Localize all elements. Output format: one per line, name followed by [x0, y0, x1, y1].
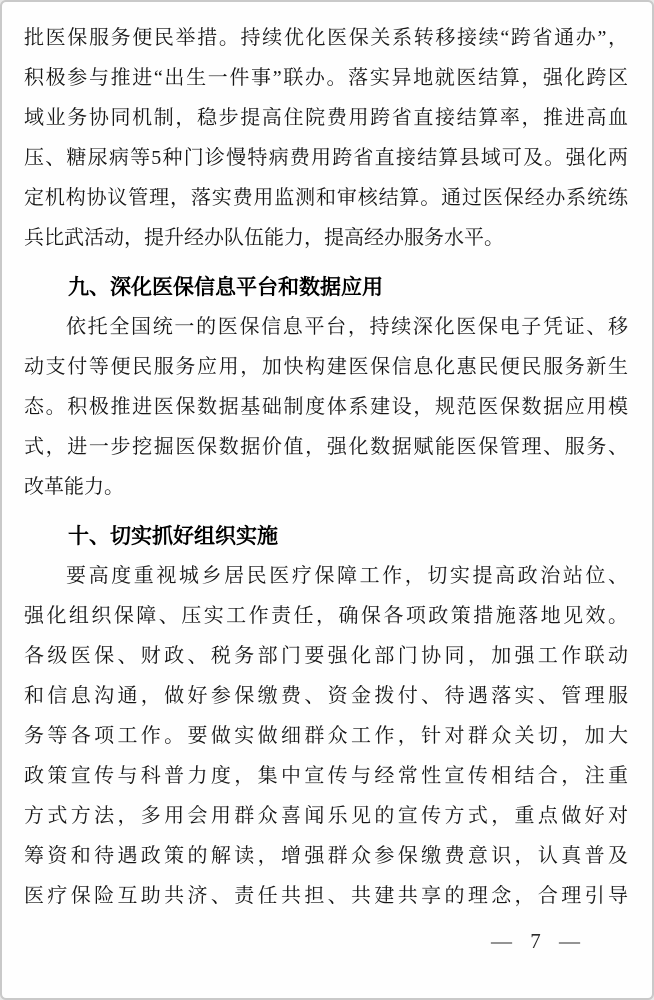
page-number: — 7 — — [491, 929, 582, 953]
text-line: 要高度重视城乡居民医疗保障工作，切实提高政治站位、 — [66, 565, 628, 587]
text-line: 动支付等便民服务应用，加快构建医保信息化惠民便民服务新生 — [24, 356, 628, 378]
section-heading-ten: 十、切实抓好组织实施 — [68, 524, 278, 548]
text-line: 方式方法，多用会用群众喜闻乐见的宣传方式，重点做好对 — [24, 805, 628, 827]
paragraph-continued — [24, 18, 628, 258]
text-line: 强化组织保障、压实工作责任，确保各项政策措施落地见效。 — [24, 605, 628, 627]
text-line: 和信息沟通，做好参保缴费、资金拨付、待遇落实、管理服 — [24, 685, 628, 707]
text-line: 依托全国统一的医保信息平台，持续深化医保电子凭证、移 — [66, 316, 628, 338]
text-line: 式，进一步挖掘医保数据价值，强化数据赋能医保管理、服务、 — [24, 436, 628, 458]
text-line: 定机构协议管理，落实费用监测和审核结算。通过医保经办系统练 — [24, 187, 628, 209]
text-line: 改革能力。 — [24, 476, 124, 498]
text-line: 态。积极推进医保数据基础制度体系建设，规范医保数据应用模 — [24, 396, 628, 418]
text-line: 筹资和待遇政策的解读，增强群众参保缴费意识，认真普及 — [24, 845, 628, 867]
section-heading-nine: 九、深化医保信息平台和数据应用 — [68, 275, 383, 299]
text-line: 医疗保险互助共济、责任共担、共建共享的理念，合理引导 — [24, 885, 628, 907]
text-line: 务等各项工作。要做实做细群众工作，针对群众关切，加大 — [24, 725, 628, 747]
document-content — [2, 2, 652, 953]
text-line: 各级医保、财政、税务部门要强化部门协同，加强工作联动 — [24, 645, 628, 667]
text-line: 政策宣传与科普力度，集中宣传与经常性宣传相结合，注重 — [24, 765, 628, 787]
text-line: 兵比武活动，提升经办队伍能力，提高经办服务水平。 — [24, 227, 504, 249]
text-line: 域业务协同机制，稳步提高住院费用跨省直接结算率，推进高血 — [24, 107, 628, 129]
paragraph-section-nine — [24, 307, 628, 507]
text-line: 批医保服务便民举措。持续优化医保关系转移接续“跨省通办”， — [24, 27, 628, 49]
text-line: 压、糖尿病等5种门诊慢特病费用跨省直接结算县域可及。强化两 — [24, 147, 628, 169]
paragraph-section-ten — [24, 556, 628, 916]
text-line: 积极参与推进“出生一件事”联办。落实异地就医结算，强化跨区 — [24, 67, 628, 89]
